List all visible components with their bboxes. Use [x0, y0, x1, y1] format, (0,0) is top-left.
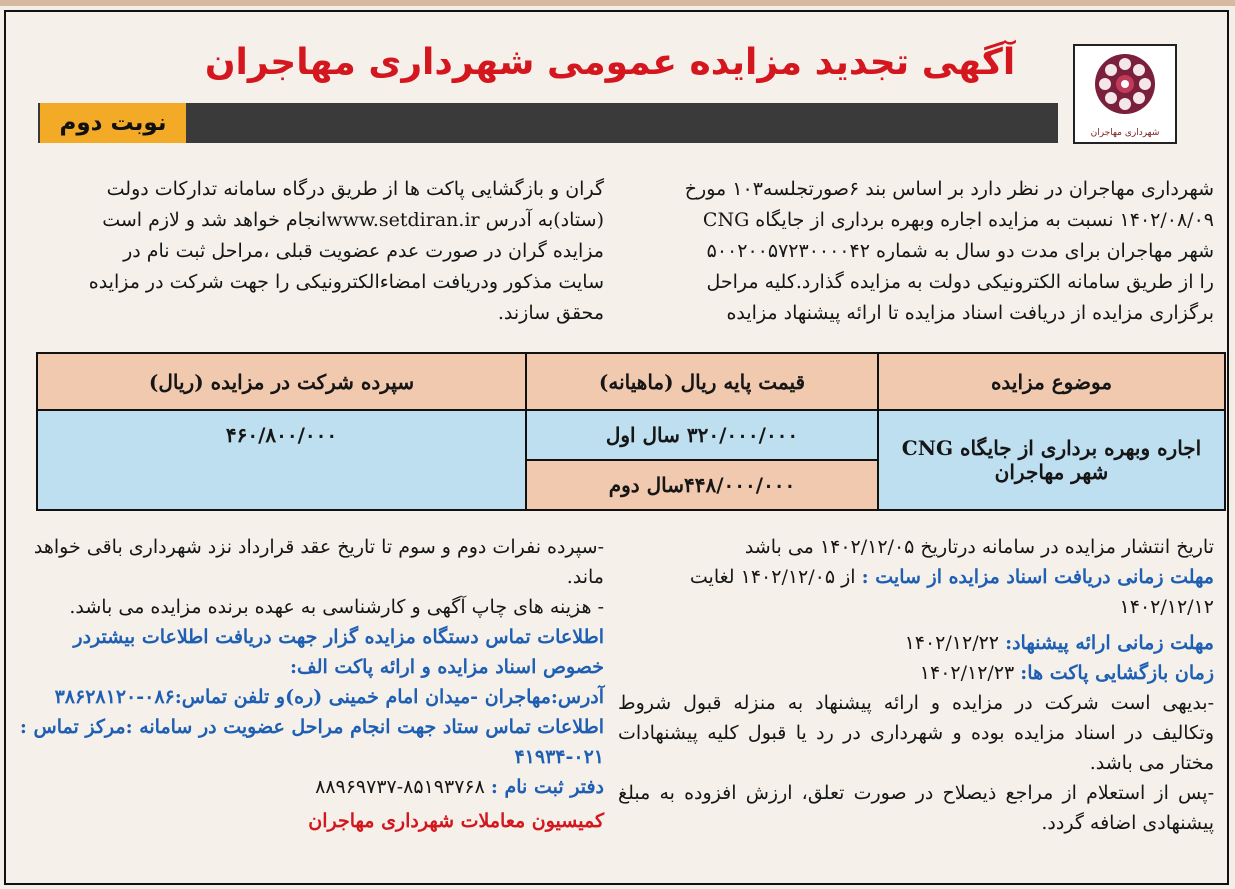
terms-note: -بدیهی است شرکت در مزایده و ارائه پیشنهاد به منزله قبول شروط وتکالیف در اسناد مزایده بوده و شهرداری در رد یا قبول کلیه پیشنهادات مختار می باشد. [618, 692, 1214, 774]
deposit-note: -سپرده نفرات دوم و سوم تا تاریخ عقد قرارداد نزد شهرداری باقی خواهد ماند. [33, 536, 604, 588]
price-year1-cell: ۳۲۰/۰۰۰/۰۰۰ سال اول [526, 410, 878, 460]
cost-note: - هزینه های چاپ آگهی و کارشناسی به عهده برنده مزایده می باشد. [69, 596, 604, 618]
subject-cell: اجاره وبهره برداری از جایگاه CNG شهر مهاجران [878, 410, 1225, 510]
schedule-section [618, 532, 1214, 838]
registry-office [18, 772, 604, 802]
registry-value: ۸۵۱۹۳۷۶۸-۸۸۹۶۹۷۳۷ [315, 776, 485, 798]
header-subject: موضوع مزایده [878, 353, 1225, 410]
intro-line: را از طریق سامانه الکترونیکی دولت به مزایده گذارد.کلیه مراحل [706, 271, 1214, 293]
deposit-cell: ۴۶۰/۸۰۰/۰۰۰ [37, 410, 526, 510]
intro-line: مزایده گران در صورت عدم عضویت قبلی ،مراحل ثبت نام در [123, 240, 604, 262]
signature: کمیسیون معاملات شهرداری مهاجران [308, 810, 604, 832]
intro-line: گران و بازگشایی پاکت ها از طریق درگاه سامانه تدارکات دولت [106, 178, 604, 200]
intro-line: سایت مذکور ودریافت امضاءالکترونیکی را جهت شرکت در مزایده [88, 271, 604, 293]
download-value: از ۱۴۰۲/۱۲/۰۵ لغایت ۱۴۰۲/۱۲/۱۲ [689, 566, 1214, 618]
flower-emblem-icon [1075, 46, 1175, 124]
round-badge: نوبت دوم [40, 103, 186, 143]
header-base-price: قیمت پایه ریال (ماهیانه) [526, 353, 878, 410]
offer-label: مهلت زمانی ارائه پیشنهاد: [1005, 632, 1214, 654]
offer-value: ۱۴۰۲/۱۲/۲۲ [904, 632, 1000, 654]
top-border-strip [0, 0, 1235, 6]
registry-label: دفتر ثبت نام : [490, 776, 604, 798]
intro-line: (ستاد)به آدرس www.setdiran.irانجام خواهد شد و لازم است [102, 209, 604, 231]
opening-label: زمان بازگشایی پاکت ها: [1020, 662, 1214, 684]
address-text: آدرس:مهاجران -میدان امام خمینی (ره)و تلفن تماس:۰۸۶-۳۸۶۲۸۱۲۰ [54, 686, 604, 708]
download-label: مهلت زمانی دریافت اسناد مزایده از سایت : [861, 566, 1214, 588]
intro-paragraph-left [18, 174, 604, 329]
contact-title: اطلاعات تماس دستگاه مزایده گزار جهت دریافت اطلاعات بیشتردر خصوص اسناد مزایده و ارائه پاکت الف: [73, 626, 604, 678]
intro-line: برگزاری مزایده از دریافت اسناد مزایده تا ارائه پیشنهاد مزایده [726, 302, 1214, 324]
opening-date [618, 658, 1214, 688]
vat-note: -پس از استعلام از مراجع ذیصلاح در صورت تعلق، ارزش افزوده به مبلغ پیشنهادی اضافه گردد. [618, 782, 1214, 834]
intro-line: ۱۴۰۲/۰۸/۰۹ نسبت به مزایده اجاره وبهره برداری از جایگاه CNG [702, 209, 1214, 231]
title-underline-bar [38, 103, 1058, 143]
logo-caption: شهرداری مهاجران [1090, 128, 1160, 138]
intro-line: محقق سازند. [497, 302, 604, 324]
setad-contact: اطلاعات تماس ستاد جهت انجام مراحل عضویت در سامانه :مرکز تماس : ۰۲۱-۴۱۹۳۴ [19, 716, 604, 768]
intro-paragraph-right [618, 174, 1214, 329]
price-year2-cell: ۴۴۸/۰۰۰/۰۰۰سال دوم [526, 460, 878, 510]
municipality-logo [1073, 44, 1177, 144]
auction-table [36, 352, 1226, 511]
intro-line: شهر مهاجران برای مدت دو سال به شماره ۵۰۰۲۰۰۵۷۲۳۰۰۰۰۴۲ [706, 240, 1214, 262]
offer-deadline [618, 628, 1214, 658]
ad-title: آگهی تجدید مزایده عمومی شهرداری مهاجران [204, 42, 1016, 83]
download-deadline [618, 562, 1214, 622]
header-deposit: سپرده شرکت در مزایده (ریال) [37, 353, 526, 410]
opening-value: ۱۴۰۲/۱۲/۲۳ [919, 662, 1015, 684]
intro-line: شهرداری مهاجران در نظر دارد بر اساس بند ۶صورتجلسه۱۰۳ مورخ [684, 178, 1214, 200]
publish-date-text: تاریخ انتشار مزایده در سامانه درتاریخ ۱۴۰۲/۱۲/۰۵ می باشد [744, 536, 1214, 558]
contact-section [18, 532, 604, 836]
